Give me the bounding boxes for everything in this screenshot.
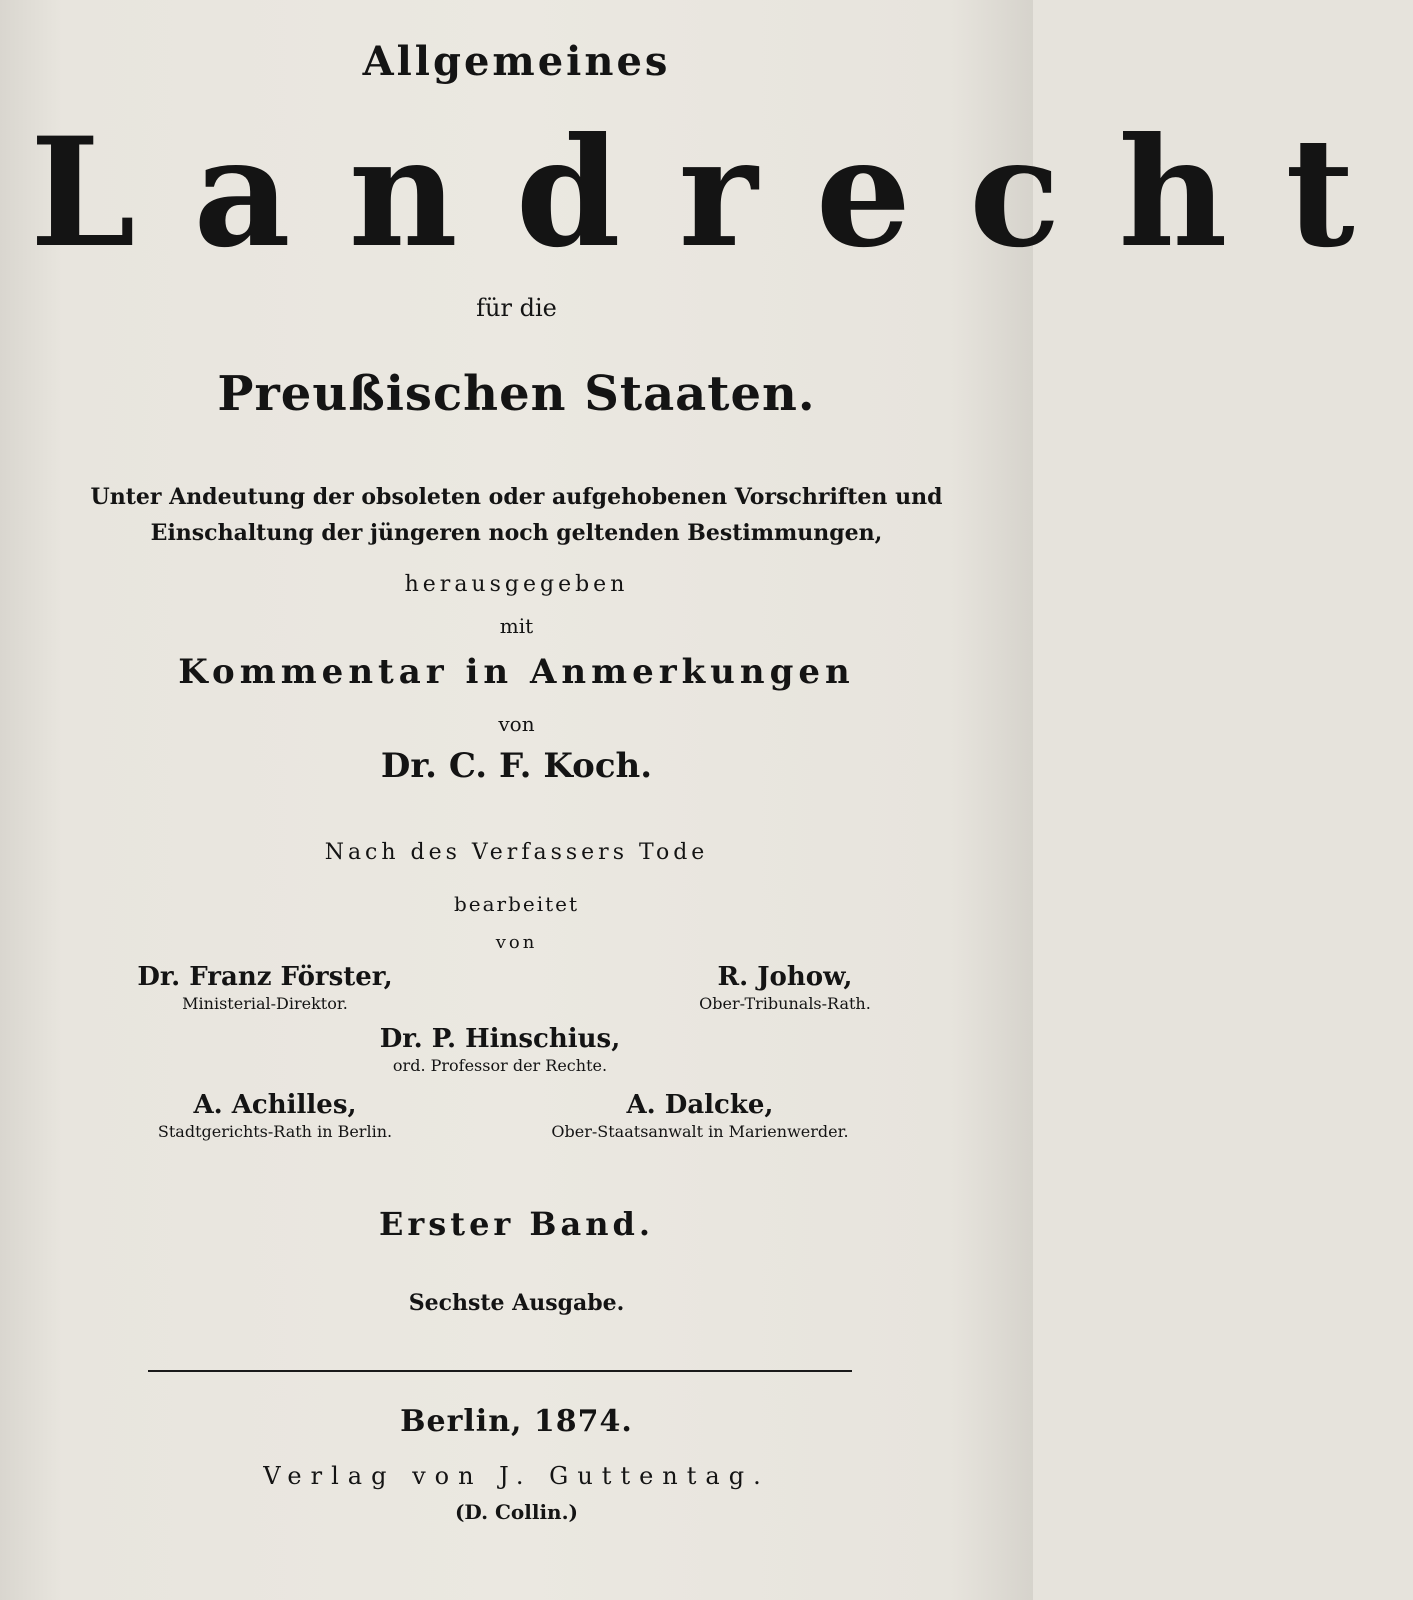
imprint-publisher: Verlag von J. Guttentag. — [263, 1462, 770, 1490]
editor-role: Ober-Tribunals-Rath. — [699, 994, 871, 1013]
editor-name: Dr. Franz Förster, — [137, 962, 393, 992]
editor-name: R. Johow, — [717, 962, 853, 992]
heading-preussischen-staaten: Preußischen Staaten. — [217, 366, 816, 422]
mit-label: mit — [499, 614, 534, 638]
heading-allgemeines: Allgemeines — [362, 38, 671, 85]
editor-role: Stadtgerichts-Rath in Berlin. — [157, 1122, 393, 1141]
herausgegeben-label: herausgegeben — [404, 572, 629, 597]
editor-role: Ministerial-Direktor. — [182, 994, 348, 1013]
imprint-place-year: Berlin, 1874. — [400, 1404, 633, 1439]
edition-label: Sechste Ausgabe. — [408, 1290, 625, 1316]
editor-role: Ober-Staatsanwalt in Marienwerder. — [551, 1122, 849, 1141]
editor-role: ord. Professor der Rechte. — [392, 1056, 608, 1075]
von-label-2: von — [495, 932, 538, 953]
author-name: Dr. C. F. Koch. — [380, 746, 653, 786]
editor-name: A. Achilles, — [193, 1090, 357, 1120]
editor-johow — [660, 962, 910, 1013]
bearbeitet-label: bearbeitet — [453, 892, 580, 916]
editor-name: Dr. P. Hinschius, — [379, 1024, 621, 1054]
nach-tode-line: Nach des Verfassers Tode — [324, 840, 709, 865]
kommentar-heading: Kommentar in Anmerkungen — [178, 652, 855, 692]
editor-name: A. Dalcke, — [626, 1090, 774, 1120]
heading-landrecht: Landrecht — [30, 105, 1413, 281]
volume-label: Erster Band. — [379, 1205, 654, 1243]
editor-hinschius — [365, 1024, 635, 1075]
divider-rule — [148, 1370, 852, 1372]
editor-foerster — [130, 962, 400, 1013]
imprint-publisher-sub: (D. Collin.) — [454, 1500, 579, 1524]
von-label-1: von — [498, 712, 535, 736]
editor-dalcke — [530, 1090, 870, 1141]
editor-achilles — [130, 1090, 420, 1141]
subtitle-line-1: Unter Andeutung der obsoleten oder aufgehobenen Vorschriften und — [90, 484, 943, 510]
heading-fuer-die: für die — [476, 294, 557, 322]
subtitle-line-2: Einschaltung der jüngeren noch geltenden Bestimmungen, — [150, 520, 883, 546]
